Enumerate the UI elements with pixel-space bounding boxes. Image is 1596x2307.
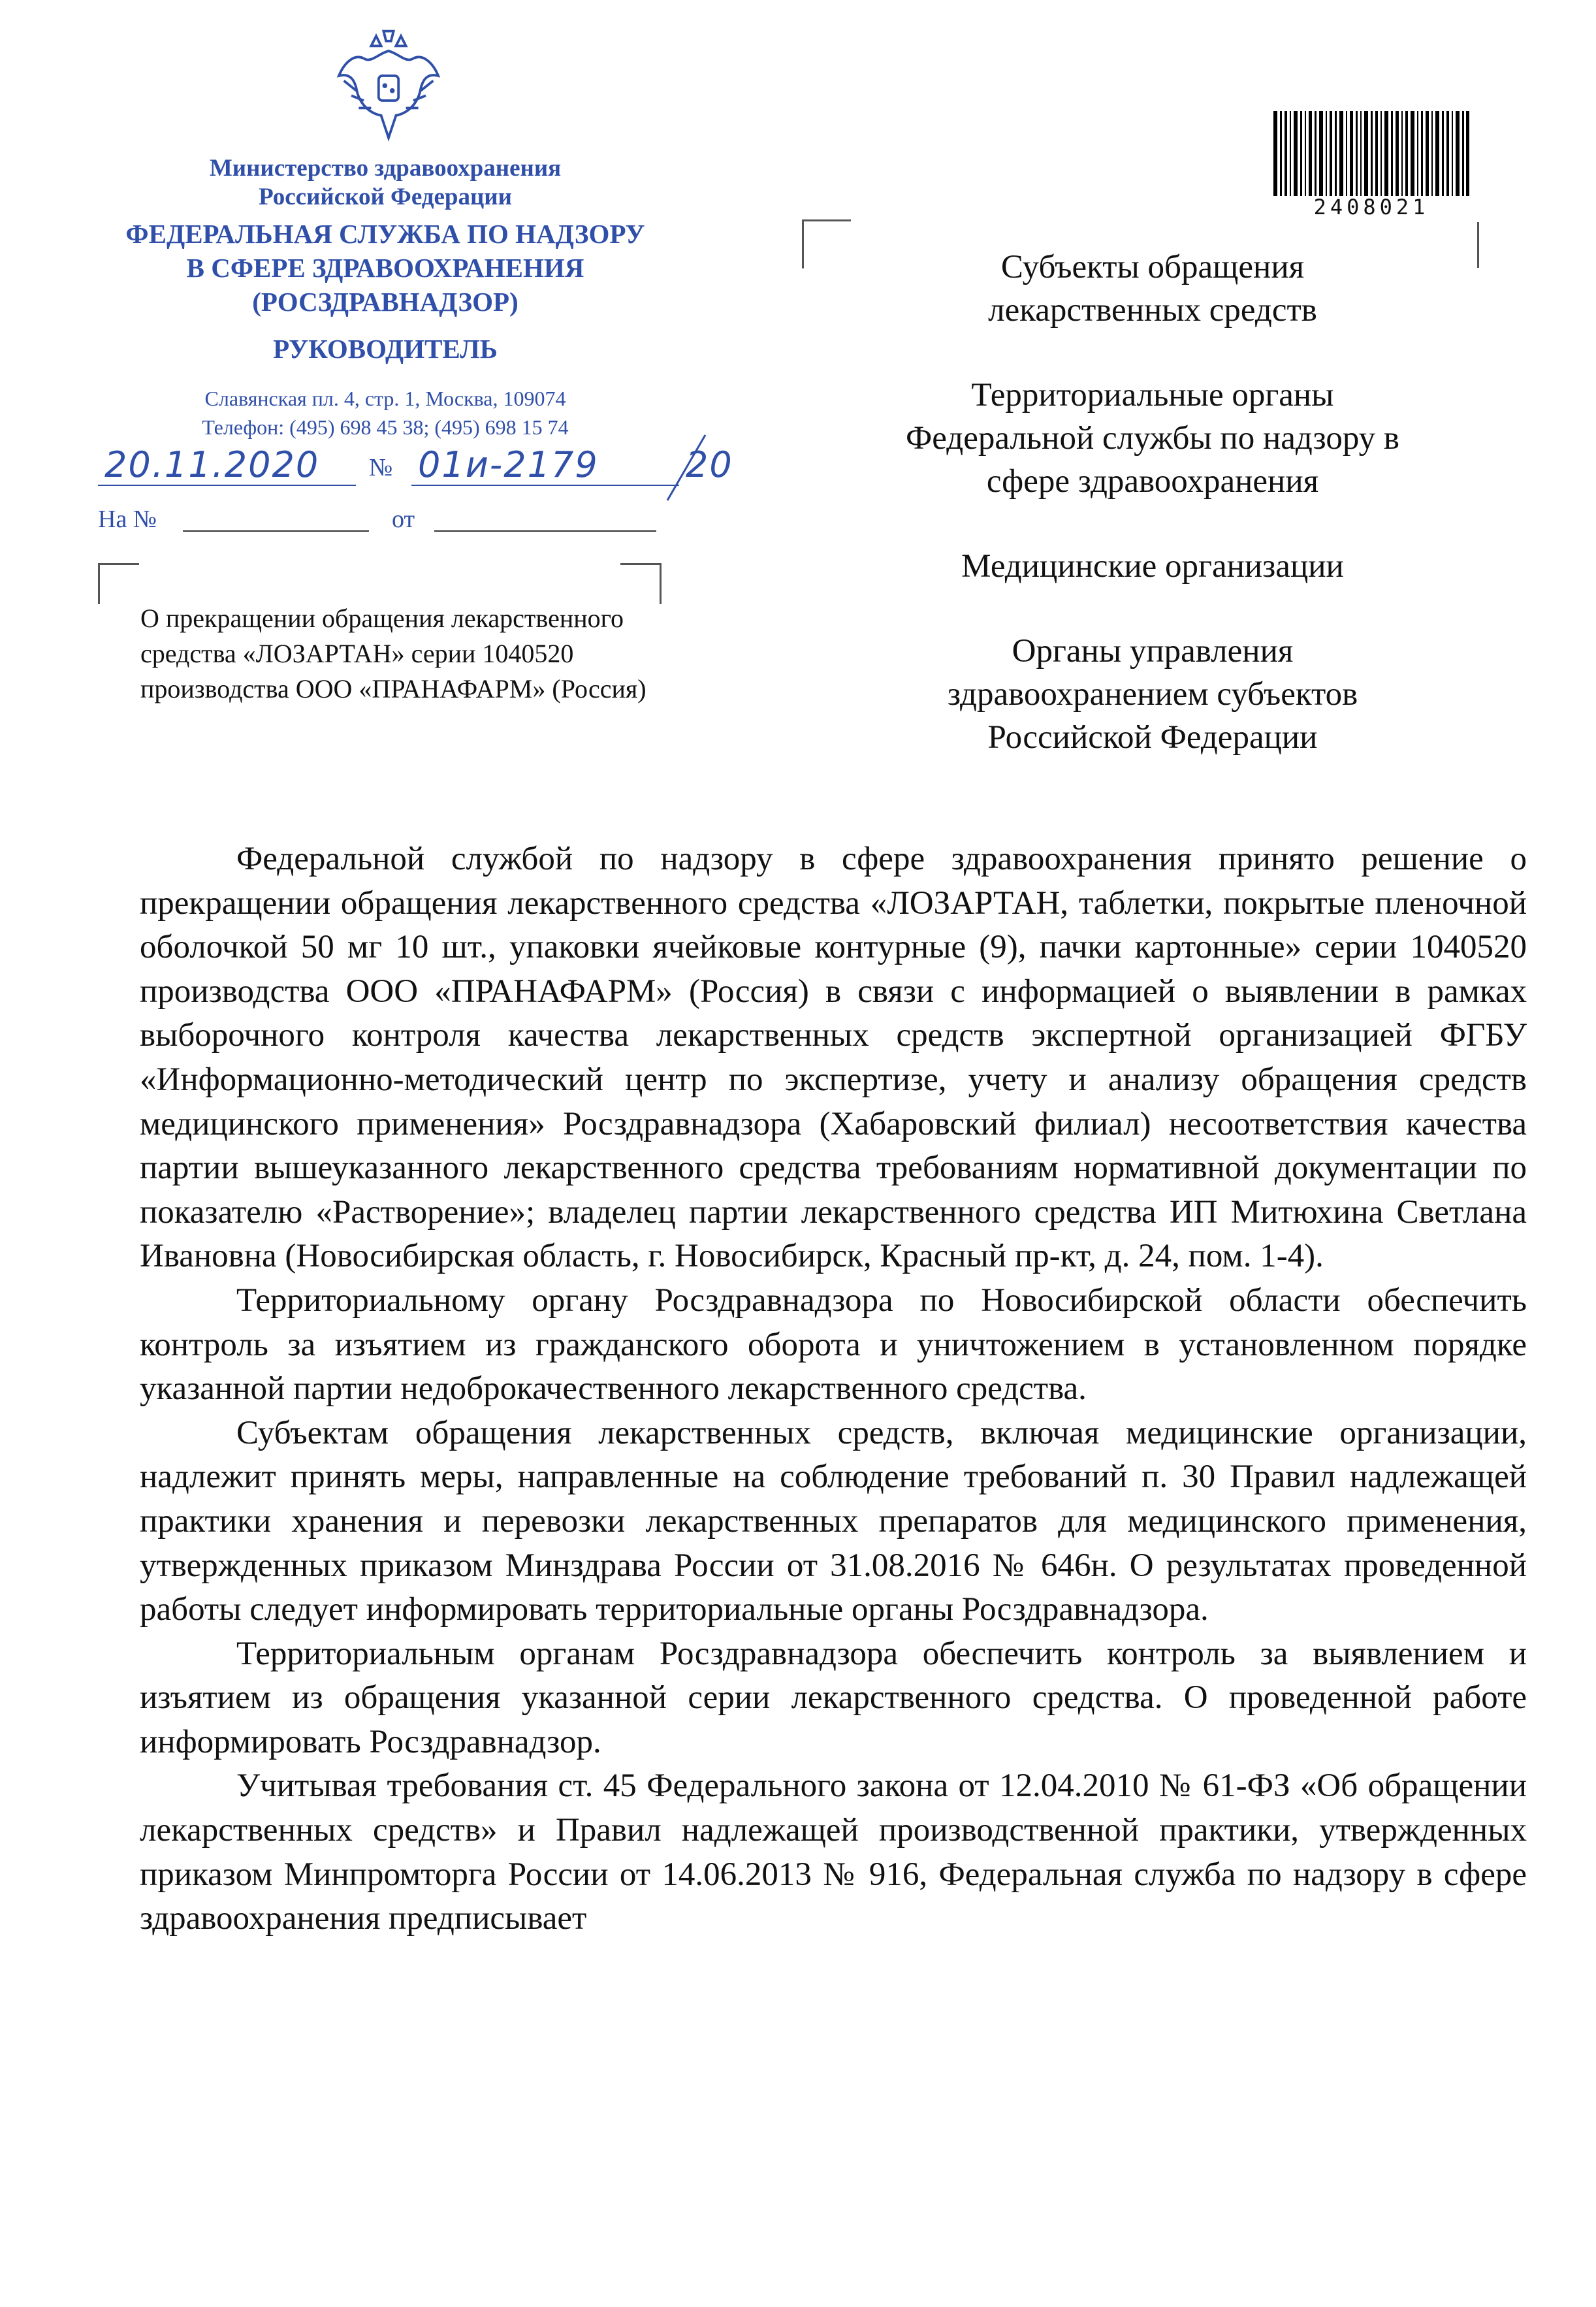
addressee-line: лекарственных средств: [988, 292, 1317, 329]
registration-line: [98, 439, 771, 504]
service-line: ФЕДЕРАЛЬНАЯ СЛУЖБА ПО НАДЗОРУ: [125, 219, 645, 249]
subject-bracket-right: [620, 563, 662, 604]
number-label: №: [369, 454, 394, 481]
addressee-line: Медицинские организации: [961, 548, 1344, 585]
subject-text-line: средства «ЛОЗАРТАН» серии 1040520: [140, 639, 574, 668]
addressee-line: Территориальные органы: [971, 377, 1334, 413]
body-paragraph: Территориальному органу Росздравнадзора по Новосибирской области обеспечить контроль за изъятием из гражданского оборота и уничтожением в установленном порядке указанной партии недоброкачественного лекарственного средства.: [140, 1282, 1527, 1408]
postal-address: Славянская пл. 4, стр. 1, Москва, 109074: [204, 387, 566, 410]
addressee-group: [842, 374, 1463, 503]
service-line: (РОСЗДРАВНАДЗОР): [252, 287, 519, 317]
registration-date: 20.11.2020: [104, 444, 320, 485]
body-paragraph: Учитывая требования ст. 45 Федерального закона от 12.04.2010 № 61-ФЗ «Об обращении лекарственных средств» и Правил надлежащей производственной практики, утвержденных приказом Минпромторга России от 14.06.2013 № 916, Федеральная служба по надзору в сфере здравоохранения предписывает: [140, 1767, 1527, 1937]
coat-of-arms-emblem: [327, 26, 451, 150]
subject-line: [140, 601, 767, 707]
registration-number: 01и-2179: [418, 444, 599, 485]
ministry-line: Российской Федерации: [259, 184, 512, 210]
reply-reference: [98, 503, 660, 536]
body-paragraph: Федеральной службой по надзору в сфере здравоохранения принято решение о прекращении обращения лекарственного средства «ЛОЗАРТАН, таблетки, покрытые пленочной оболочкой 50 мг 10 шт., упаковки ячейковые контурные (9), пачки картонные» серии 1040520 производства ООО «ПРАНАФАРМ» (Россия) в связи с информацией о выявлении в рамках выборочного контроля качества лекарственных средств экспертной организацией ФГБУ «Информационно-методический центр по экспертизе, учету и анализу обращения средств медицинского применения» Росздравнадзора (Хабаровский филиал) несоответствия качества партии вышеуказанного лекарственного средства требованиям нормативной документации по показателю «Растворение»; владелец партии лекарственного средства ИП Митюхина Светлана Ивановна (Новосибирская область, г. Новосибирск, Красный пр-кт, д. 24, пом. 1-4).: [140, 841, 1527, 1275]
barcode: [1273, 111, 1469, 196]
contact-block: [91, 384, 679, 442]
addressee-bracket-right: [1477, 222, 1479, 268]
reply-to-label: На №: [98, 506, 157, 533]
subject-text-line: производства ООО «ПРАНАФАРМ» (Россия): [140, 674, 646, 703]
addressee-block: [842, 246, 1463, 759]
ministry-line: Министерство здравоохранения: [209, 155, 562, 182]
subject-text-line: О прекращении обращения лекарственного: [140, 604, 624, 633]
addressee-line: Федеральной службы по надзору в: [906, 420, 1399, 457]
service-name: [91, 217, 679, 319]
addressee-group: [842, 630, 1463, 759]
service-line: В СФЕРЕ ЗДРАВООХРАНЕНИЯ: [186, 253, 584, 283]
from-label: от: [392, 506, 415, 533]
addressee-line: сфере здравоохранения: [986, 463, 1319, 500]
body-paragraph: Территориальным органам Росздравнадзора обеспечить контроль за выявлением и изъятием из обращения указанной серии лекарственного средства. О проведенной работе информировать Росздравнадзор.: [140, 1635, 1527, 1760]
registration-suffix: 20: [686, 444, 733, 485]
addressee-line: Органы управления: [1012, 633, 1294, 670]
addressee-group: [842, 246, 1463, 332]
addressee-group: [842, 545, 1463, 588]
phone-numbers: Телефон: (495) 698 45 38; (495) 698 15 74: [202, 415, 569, 439]
ministry-name: [150, 154, 620, 212]
addressee-line: Российской Федерации: [987, 719, 1318, 756]
barcode-number: 2408021: [1313, 195, 1429, 219]
subject-bracket-left: [98, 563, 139, 604]
addressee-line: здравоохранением субъектов: [947, 676, 1358, 713]
position-title: РУКОВОДИТЕЛЬ: [273, 334, 498, 364]
body-paragraph: Субъектам обращения лекарственных средств, включая медицинские организации, надлежит принять меры, направленные на соблюдение требований п. 30 Правил надлежащей практики хранения и перевозки лекарственных препаратов для медицинского применения, утвержденных приказом Минздрава России от 31.08.2016 № 646н. О результатах проведенной работы следует информировать территориальные органы Росздравнадзора.: [140, 1414, 1527, 1628]
addressee-line: Субъекты обращения: [1000, 249, 1305, 285]
letter-body: [140, 837, 1527, 1941]
